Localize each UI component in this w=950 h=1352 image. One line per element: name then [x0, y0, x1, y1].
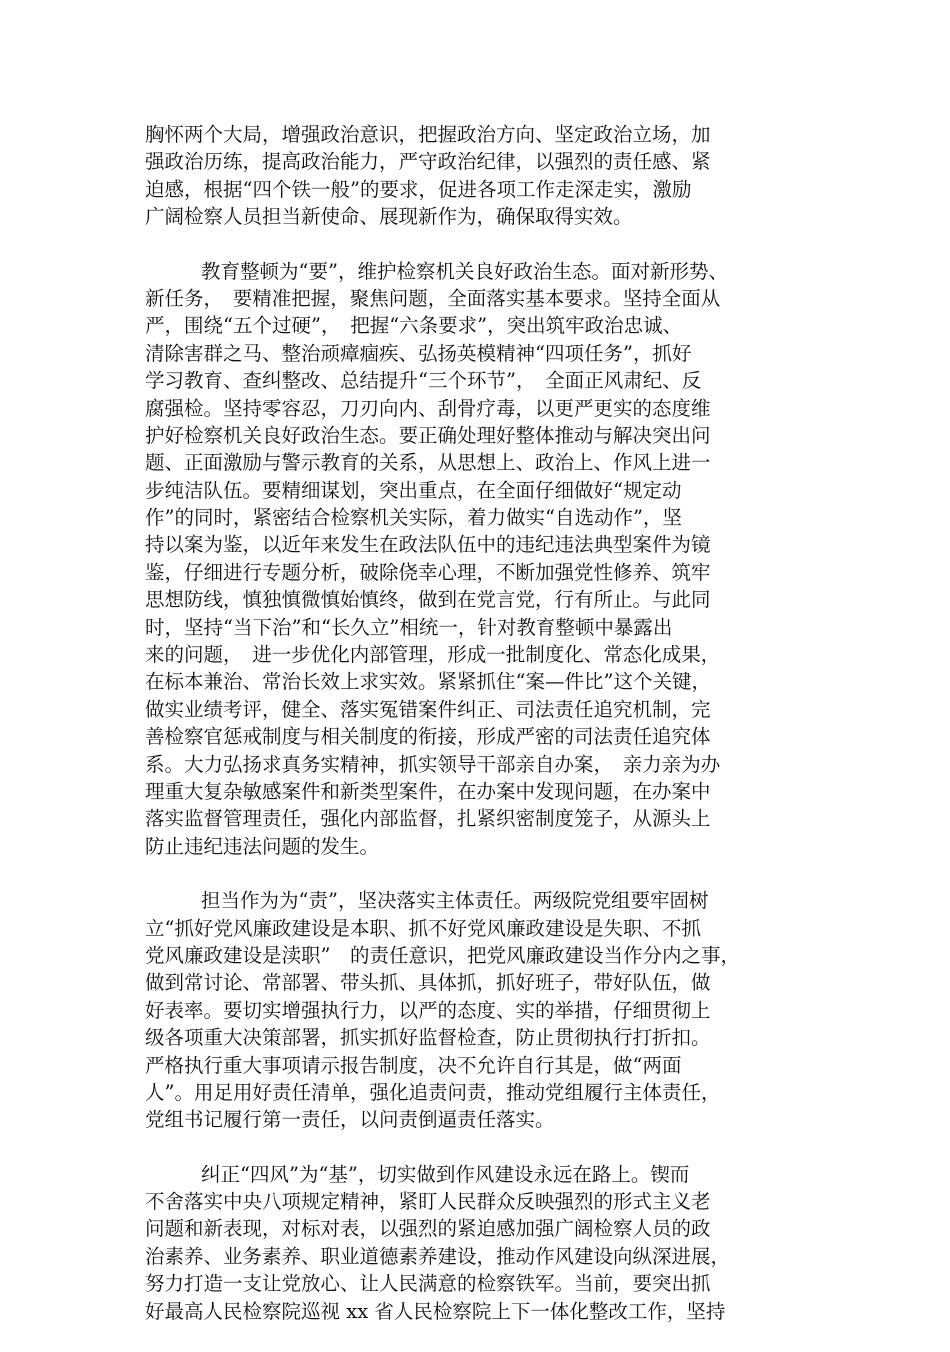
text-line: 题、正面激励与警示教育的关系，从思想上、政治上、作风上进一: [145, 451, 711, 475]
text-line: 担当作为为“责”，坚决落实主体责任。两级院党组要牢固树: [201, 889, 709, 913]
text-line: 来的问题， 进一步优化内部管理，形成一批制度化、常态化成果，: [145, 643, 721, 667]
text-line: 新任务， 要精准把握，聚焦问题，全面落实基本要求。坚持全面从: [145, 286, 721, 310]
text-line: 持以案为鉴，以近年来发生在政法队伍中的违纪违法典型案件为镜: [145, 533, 711, 557]
text-line: 严格执行重大事项请示报告制度，决不允许自行其是，做“两面: [145, 1053, 682, 1077]
text-line: 防止违纪违法问题的发生。: [145, 834, 380, 858]
text-line: 治素养、业务素养、职业道德素养建设，推动作风建设向纵深进展，: [145, 1244, 731, 1268]
text-line: 不舍落实中央八项规定精神，紧盯人民群众反映强烈的形式主义老: [145, 1190, 711, 1214]
text-line: 作”的同时，紧密结合检察机关实际，着力做实“自选动作”，坚: [145, 506, 682, 530]
text-line: 立“抓好党风廉政建设是本职、抓不好党风廉政建设是失职、不抓: [145, 916, 701, 940]
text-line: 党组书记履行第一责任，以问责倒逼责任落实。: [145, 1108, 555, 1132]
paragraph: [145, 887, 830, 1134]
text-line: 鉴，仔细进行专题分析，破除侥幸心理，不断加强党性修养、筑牢: [145, 560, 711, 584]
text-line: 步纯洁队伍。要精细谋划，突出重点，在全面仔细做好“规定动: [145, 478, 682, 502]
text-line: 纠正“四风”为“基”，切实做到作风建设永远在路上。锲而: [201, 1162, 690, 1186]
text-line: 落实监督管理责任，强化内部监督，扎紧织密制度笼子，从源头上: [145, 807, 711, 831]
paragraph: [145, 121, 830, 231]
text-line: 人”。用足用好责任清单，强化追责问责，推动党组履行主体责任，: [145, 1080, 721, 1104]
text-line: 教育整顿为“要”，维护检察机关良好政治生态。面对新形势、: [201, 259, 728, 283]
text-line: 做到常讨论、常部署、带头抓、具体抓，抓好班子，带好队伍，做: [145, 971, 711, 995]
text-line: 级各项重大决策部署，抓实抓好监督检查，防止贯彻执行打折扣。: [145, 1026, 711, 1050]
text-line: 学习教育、查纠整改、总结提升“三个环节”， 全面正风肃纪、反: [145, 369, 702, 393]
text-line: 护好检察机关良好政治生态。要正确处理好整体推动与解决突出问: [145, 423, 711, 447]
text-line: 严，围绕“五个过硬”， 把握“六条要求”，突出筑牢政治忠诚、: [145, 314, 683, 338]
text-line: 党风廉政建设是渎职” 的责任意识，把党风廉政建设当作分内之事，: [145, 943, 740, 967]
text-line: 系。大力弘扬求真务实精神，抓实领导干部亲自办案， 亲力亲为办: [145, 752, 721, 776]
text-line: 清除害群之马、整治顽瘴痼疾、弘扬英模精神“四项任务”，抓好: [145, 341, 692, 365]
text-line: 理重大复杂敏感案件和新类型案件，在办案中发现问题，在办案中: [145, 779, 711, 803]
text-line: 做实业绩考评，健全、落实冤错案件纠正、司法责任追究机制，完: [145, 697, 711, 721]
text-line: 好最高人民检察院巡视 xx 省人民检察院上下一体化整改工作，坚持: [145, 1299, 726, 1323]
paragraph: [145, 1161, 830, 1325]
text-line: 腐强检。坚持零容忍，刀刃向内、刮骨疗毒，以更严更实的态度维: [145, 396, 711, 420]
text-line: 广阔检察人员担当新使命、展现新作为，确保取得实效。: [145, 205, 633, 229]
text-line: 在标本兼治、常治长效上求实效。紧紧抓住“案—件比”这个关键，: [145, 670, 711, 694]
document-body: [145, 121, 830, 1352]
text-line: 好表率。要切实增强执行力，以严的态度、实的举措，仔细贯彻上: [145, 998, 711, 1022]
text-line: 时，坚持“当下治”和“长久立”相统一，针对教育整顿中暴露出: [145, 615, 673, 639]
text-line: 善检察官惩戒制度与相关制度的衔接，形成严密的司法责任追究体: [145, 725, 711, 749]
paragraph: [145, 258, 830, 861]
text-line: 迫感，根据“四个铁一般”的要求，促进各项工作走深走实，激励: [145, 177, 692, 201]
text-line: 问题和新表现，对标对表，以强烈的紧迫感加强广阔检察人员的政: [145, 1217, 711, 1241]
text-line: 思想防线，慎独慎微慎始慎终，做到在党言党，行有所止。与此同: [145, 588, 711, 612]
text-line: 强政治历练，提高政治能力，严守政治纪律，以强烈的责任感、紧: [145, 150, 711, 174]
text-line: 努力打造一支让党放心、让人民满意的检察铁军。当前，要突出抓: [145, 1272, 711, 1296]
text-line: 胸怀两个大局，增强政治意识，把握政治方向、坚定政治立场，加: [145, 123, 711, 146]
